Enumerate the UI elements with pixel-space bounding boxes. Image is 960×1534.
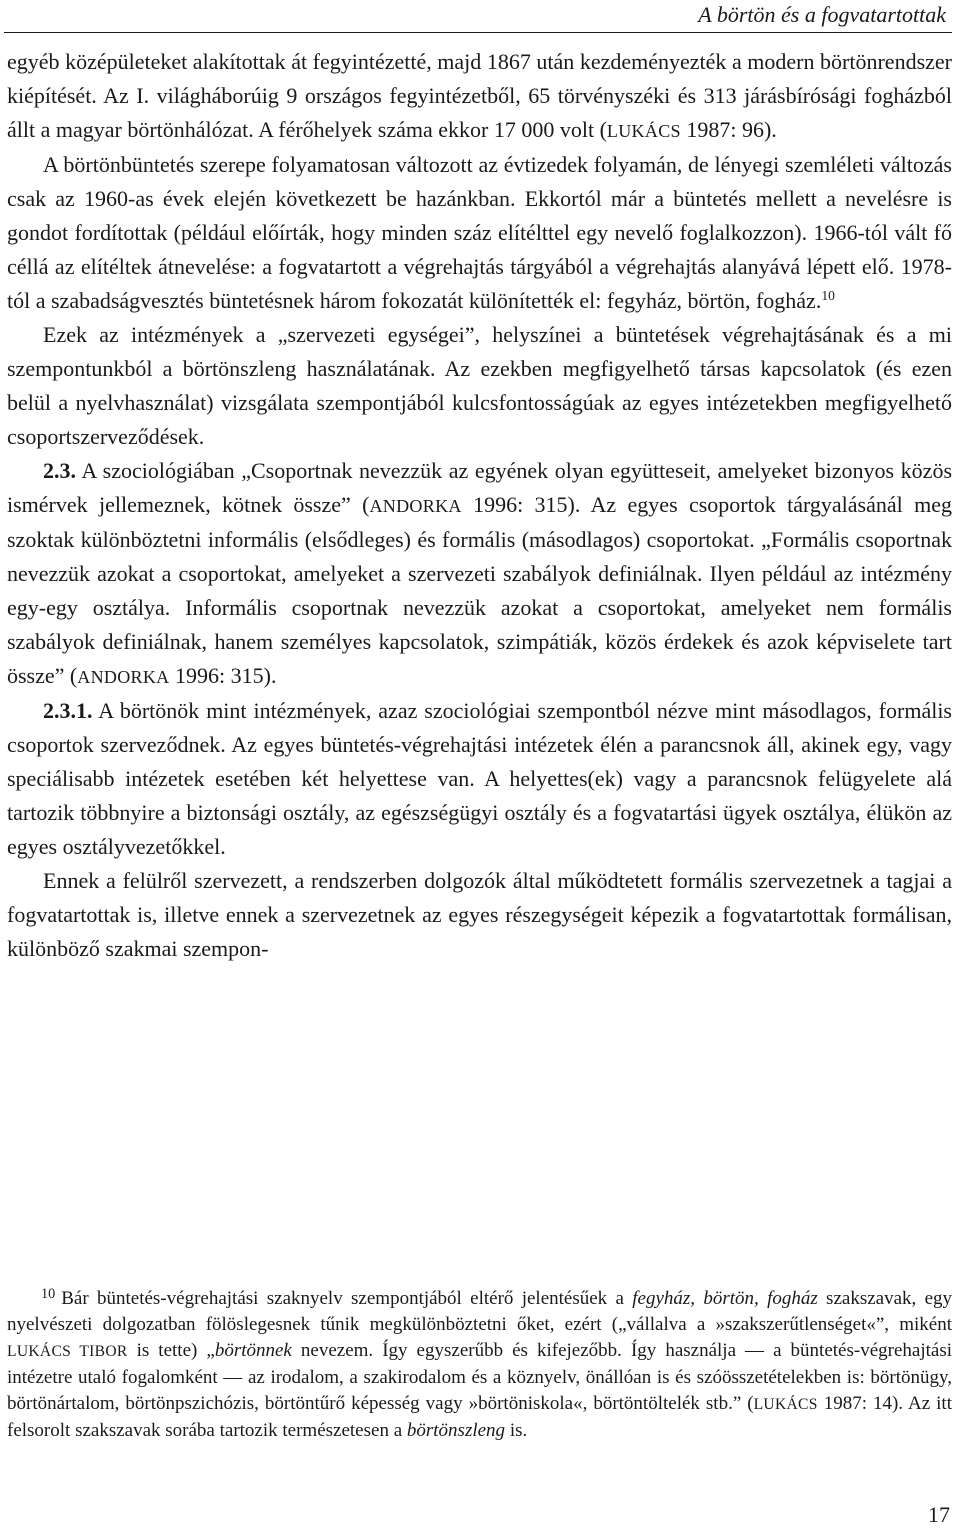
running-header	[0, 0, 952, 34]
section-paragraph: 2.3. A szociológiában „Csoportnak nevezzük az egyének olyan együtteseit, amelyeket bizonyos közös ismérvek jellemeznek, kötnek össze” (ANDORKA 1996: 315). Az egyes csoportok tárgyalásánál meg szoktak különböztetni informális (elsődleges) és formális (másodlagos) csoportokat. „Formális csoportnak nevezzük azokat a csoportokat, amelyeket a szervezeti szabályok definiálnak. Ilyen például az intézmény egy-egy osztálya. Informális csoportnak nevezzük azokat a csoportokat, amelyeket nem formális szabályok definiálnak, hanem személyes kapcsolatok, szimpátiák, közös érdekek és azok képviselete tart össze” (ANDORKA 1996: 315).	[7, 458, 952, 688]
paragraph: Ennek a felülről szervezett, a rendszerben dolgozók által működtetett formális szervezetnek a tagjai a fogvatartottak is, illetve ennek a szervezetnek az egyes részegységeit képezik a fogvatartottak formálisan, különböző szakmai szempon-	[7, 868, 952, 961]
footnote-number: 10	[41, 1285, 56, 1302]
page-number: 17	[928, 1502, 950, 1527]
section-number: 2.3.	[43, 458, 76, 483]
body-text	[7, 45, 952, 966]
author-name: LUKÁCS TIBOR	[7, 1343, 128, 1360]
running-header-title: A börtön és a fogvatartottak	[698, 2, 946, 27]
author-name: LUKÁCS	[753, 1396, 818, 1413]
section-paragraph: 2.3.1. A börtönök mint intézmények, azaz szociológiai szempontból nézve mint másodlagos, formális csoportok szerveződnek. Az egyes büntetés-végrehajtási intézetek élén a parancsnok áll, akinek egy, vagy speciálisabb intézetek esetében két helyettese van. A helyettes(ek) vagy a parancsnok felügyelete alá tartozik többnyire a biztonsági osztály, az egészségügyi osztály és a fogvatartási ügyek osztálya, élükön az egyes osztályvezetőkkel.	[7, 698, 952, 859]
paragraph: egyéb középületeket alakítottak át fegyintézetté, majd 1867 után kezdeményezték a modern börtönrendszer kiépítését. Az I. világháborúig 9 országos fegyintézetből, 65 törvényszéki és 313 járásbírósági fogházból állt a magyar börtönhálózat. A férőhelyek száma ekkor 17 000 volt (LUKÁCS 1987: 96).	[7, 49, 952, 142]
section-number: 2.3.1.	[43, 698, 93, 723]
paragraph: A börtönbüntetés szerepe folyamatosan változott az évtizedek folyamán, de lényegi szemléleti változás csak az 1960-as évek elején következett be hazánkban. Ekkortól már a büntetés mellett a nevelésre is gondot fordítottak (például előírták, hogy minden száz elítélttel egy nevelő foglalkozzon). 1966-tól vált fő céllá az elítéltek átnevelése: a fogvatartott a végrehajtás tárgyából a végrehajtás alanyává lépett elő. 1978-tól a szabadságvesztés büntetésnek három fokozatát különítették el: fegyház, börtön, fogház.$^{10}$	[7, 152, 952, 313]
author-name: LUKÁCS	[606, 121, 681, 141]
footnote: $^{10}$ Bár büntetés-végrehajtási szaknyelv szempontjából eltérő jelentésűek a fegyház, börtön, fogház szakszavak, egy nyelvészeti dolgozatban fölöslegesnek tűnik megkülönböztetni őket, ezért („vállalva a »szakszerűtlenséget«”, miként LUKÁCS TIBOR is tette) „börtönnek nevezem. Így egyszerűbb és kifejezőbb. Így használja — a büntetés-végrehajtási intézetre utaló fogalomként — az irodalom, a szakirodalom és a köznyelv, önállóan is és szóösszetételekben is: börtönügy, börtönártalom, börtönpszichózis, börtöntűrő képesség vagy »börtöniskola«, börtöntöltelék stb.” (LUKÁCS 1987: 14). Az itt felsorolt szakszavak sorába tartozik természetesen a börtönszleng is.	[7, 1285, 953, 1441]
author-name: ANDORKA	[369, 496, 462, 516]
footnote-ref[interactable]: 10	[821, 287, 835, 303]
author-name: ANDORKA	[77, 667, 170, 687]
header-rule	[4, 32, 952, 33]
footnote-rule	[0, 1269, 200, 1270]
paragraph: Ezek az intézmények a „szervezeti egységei”, helyszínei a büntetések végrehajtásának és a mi szempontunkból a börtönszleng használatának. Az ezekben megfigyelhető társas kapcsolatok (és ezen belül a nyelvhasználat) vizsgálata szempontjából kulcsfontosságúak az egyes intézetekben megfigyelhető csoportszerveződések.	[7, 322, 952, 449]
